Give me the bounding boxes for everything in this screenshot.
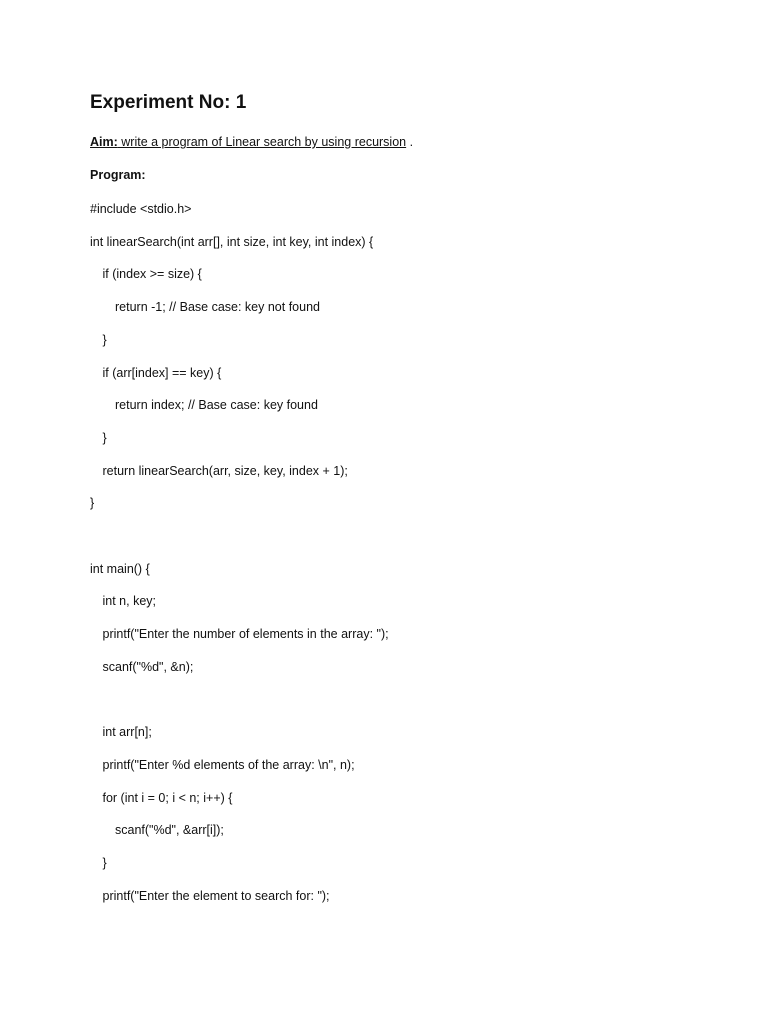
code-line: } [102, 332, 107, 347]
code-line: } [102, 856, 107, 870]
code-line: int n, key; [102, 594, 156, 609]
document-page [90, 0, 728, 1024]
code-line: if (index >= size) { [102, 267, 202, 282]
code-line: return -1; // Base case: key not found [115, 300, 320, 315]
code-line: printf("Enter %d elements of the array: \n", n); [102, 757, 355, 772]
aim-label: Aim: [90, 135, 118, 149]
program-label: Program: [90, 168, 146, 182]
aim-line [90, 135, 413, 149]
code-line: printf("Enter the element to search for: "); [102, 888, 330, 903]
code-line: int linearSearch(int arr[], int size, int key, int index) { [90, 234, 374, 249]
code-line: printf("Enter the number of elements in the array: "); [102, 627, 389, 642]
code-line: return linearSearch(arr, size, key, index + 1); [102, 463, 348, 478]
code-line: if (arr[index] == key) { [102, 365, 222, 380]
aim-text: write a program of Linear search by using recursion [117, 135, 407, 149]
aim-trail: . [406, 135, 414, 149]
code-line: scanf("%d", &n); [102, 659, 194, 674]
code-line: int arr[n]; [102, 725, 152, 740]
code-line: for (int i = 0; i < n; i++) { [102, 790, 233, 805]
code-line: int main() { [90, 561, 150, 576]
code-line: scanf("%d", &arr[i]); [115, 823, 224, 838]
page-title: Experiment No: 1 [90, 92, 247, 113]
code-line: #include <stdio.h> [90, 202, 192, 216]
code-line: } [102, 430, 107, 445]
code-line: } [90, 496, 95, 511]
code-line: return index; // Base case: key found [115, 398, 318, 413]
